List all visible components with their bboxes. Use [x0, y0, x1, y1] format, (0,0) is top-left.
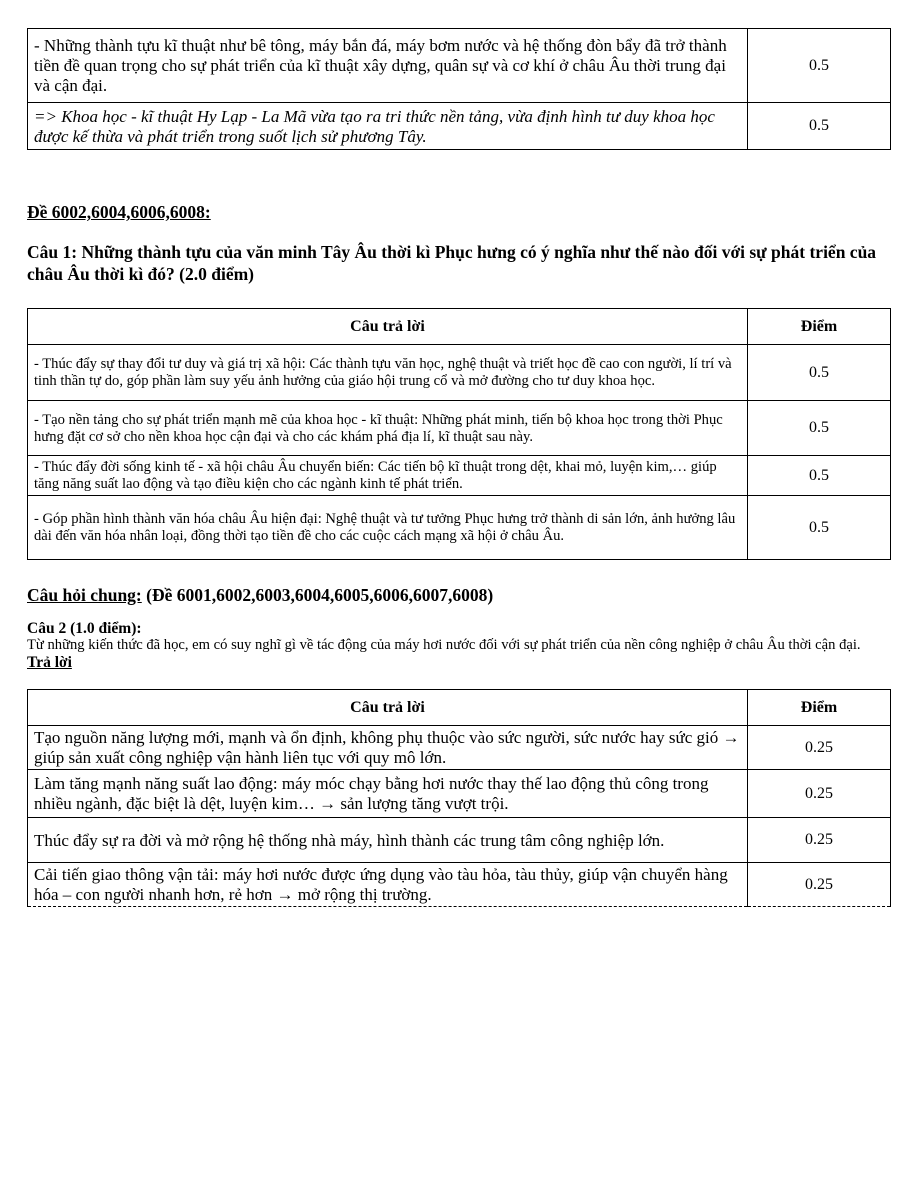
score-cell: 0.5	[748, 456, 891, 496]
score-cell: 0.5	[748, 401, 891, 456]
score-cell: 0.25	[748, 770, 891, 818]
question-2-text: Từ những kiến thức đã học, em có suy nghĩ gì về tác động của máy hơi nước đối với sự phát triển của nền công nghiệp ở châu Âu thời cận đại.	[27, 637, 861, 653]
score-cell: 0.5	[748, 29, 891, 103]
table-header-row	[28, 309, 891, 345]
score-column-header: Điểm	[748, 690, 891, 726]
answer-cell: - Thúc đẩy sự thay đổi tư duy và giá trị xã hội: Các thành tựu văn học, nghệ thuật và triết học đề cao con người, lí trí và tinh thần tự do, góp phần làm suy yếu ảnh hưởng của giáo hội trung cổ và mở đường cho tư duy khoa học.	[28, 345, 748, 401]
top-answer-table	[27, 28, 891, 150]
answer-column-header: Câu trả lời	[28, 690, 748, 726]
question-2-answer-table	[27, 689, 891, 907]
table-row	[28, 863, 891, 907]
score-cell: 0.5	[748, 496, 891, 560]
answer-label: Trả lời	[27, 654, 72, 671]
answer-cell: - Tạo nền tảng cho sự phát triển mạnh mẽ của khoa học - kĩ thuật: Những phát minh, tiến bộ khoa học trong thời Phục hưng đặt cơ sở cho nền khoa học cận đại và cho các khám phá địa lí, kĩ thuật sau này.	[28, 401, 748, 456]
table-row	[28, 496, 891, 560]
exam-code-heading: Đề 6002,6004,6006,6008:	[27, 202, 211, 222]
score-cell: 0.5	[748, 103, 891, 150]
question-1-answer-table	[27, 308, 891, 560]
table-row	[28, 401, 891, 456]
answer-cell: Cải tiến giao thông vận tải: máy hơi nước được ứng dụng vào tàu hỏa, tàu thủy, giúp vận chuyển hàng hóa – con người nhanh hơn, rẻ hơn → mở rộng thị trường.	[28, 863, 748, 907]
table-header-row	[28, 690, 891, 726]
table-row	[28, 770, 891, 818]
table-row	[28, 818, 891, 863]
score-column-header: Điểm	[748, 309, 891, 345]
common-question-codes: (Đề 6001,6002,6003,6004,6005,6006,6007,6008)	[141, 585, 494, 605]
score-cell: 0.25	[748, 818, 891, 863]
common-question-heading	[27, 585, 891, 606]
score-cell: 0.25	[748, 863, 891, 907]
answer-cell: - Những thành tựu kĩ thuật như bê tông, máy bắn đá, máy bơm nước và hệ thống đòn bẩy đã trở thành tiền đề quan trọng cho sự phát triển của kĩ thuật xây dựng, quân sự và cơ khí ở châu Âu thời trung đại và cận đại.	[28, 29, 748, 103]
answer-column-header: Câu trả lời	[28, 309, 748, 345]
answer-cell: Tạo nguồn năng lượng mới, mạnh và ổn định, không phụ thuộc vào sức người, sức nước hay sức gió → giúp sản xuất công nghiệp vận hành liên tục với quy mô lớn.	[28, 726, 748, 770]
table-row	[28, 345, 891, 401]
table-row	[28, 29, 891, 103]
table-row	[28, 456, 891, 496]
answer-cell: - Thúc đẩy đời sống kinh tế - xã hội châu Âu chuyển biến: Các tiến bộ kĩ thuật trong dệt, khai mỏ, luyện kim,… giúp tăng năng suất lao động và tạo điều kiện cho các ngành kinh tế phát triển.	[28, 456, 748, 496]
answer-cell: Làm tăng mạnh năng suất lao động: máy móc chạy bằng hơi nước thay thế lao động thủ công trong nhiều ngành, đặc biệt là dệt, luyện kim… → sản lượng tăng vượt trội.	[28, 770, 748, 818]
score-cell: 0.25	[748, 726, 891, 770]
table-row	[28, 726, 891, 770]
question-1: Câu 1: Những thành tựu của văn minh Tây Âu thời kì Phục hưng có ý nghĩa như thế nào đối với sự phát triển của châu Âu thời kì đó? (2.0 điểm)	[27, 242, 877, 284]
answer-cell: - Góp phần hình thành văn hóa châu Âu hiện đại: Nghệ thuật và tư tưởng Phục hưng trở thành di sản lớn, ảnh hưởng lâu dài đến văn hóa nhân loại, đồng thời tạo tiền đề cho các cuộc cách mạng xã hội ở châu Âu.	[28, 496, 748, 560]
question-2-title: Câu 2 (1.0 điểm):	[27, 620, 142, 637]
common-question-label: Câu hỏi chung:	[27, 585, 142, 605]
document-page	[27, 28, 891, 907]
answer-cell: => Khoa học - kĩ thuật Hy Lạp - La Mã vừa tạo ra tri thức nền tảng, vừa định hình tư duy khoa học được kế thừa và phát triển trong suốt lịch sử phương Tây.	[28, 103, 748, 150]
table-row	[28, 103, 891, 150]
answer-cell: Thúc đẩy sự ra đời và mở rộng hệ thống nhà máy, hình thành các trung tâm công nghiệp lớn.	[28, 818, 748, 863]
score-cell: 0.5	[748, 345, 891, 401]
